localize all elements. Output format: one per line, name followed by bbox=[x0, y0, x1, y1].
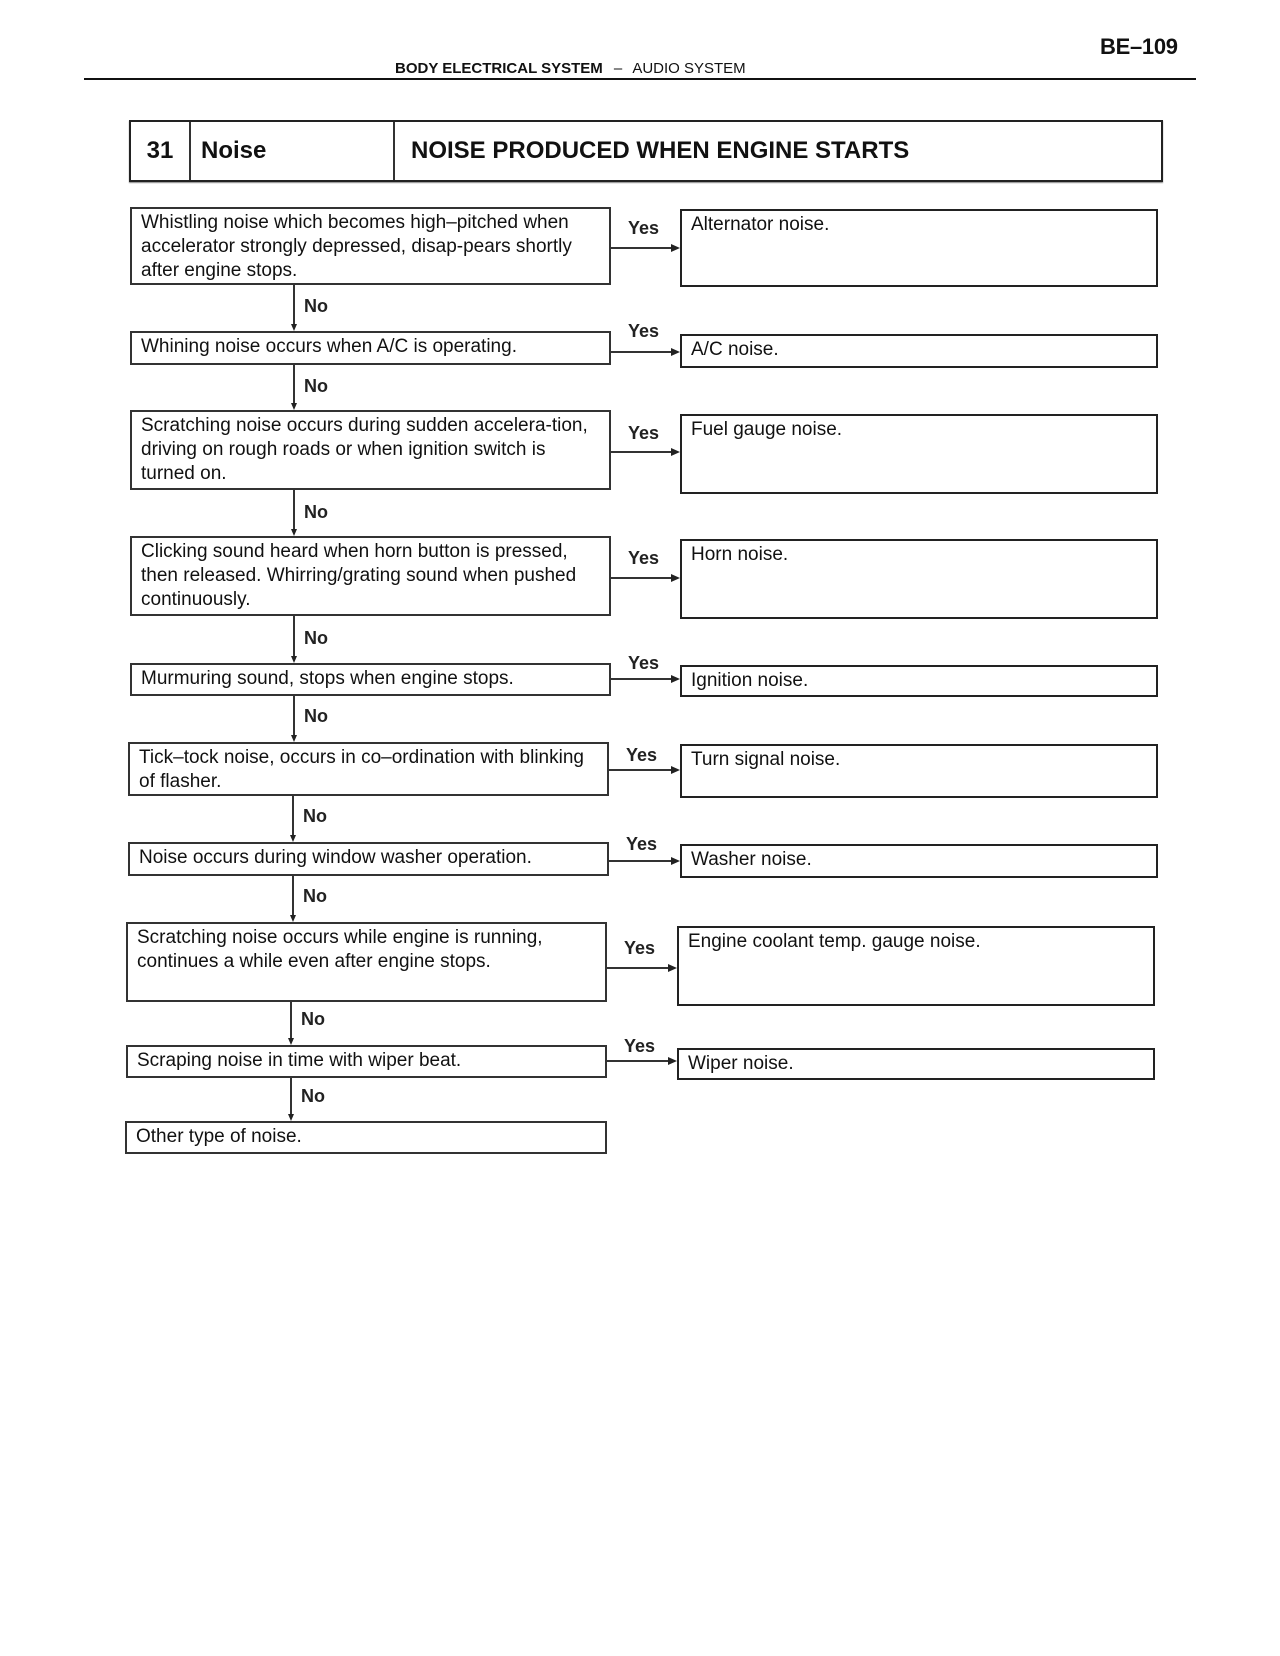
page-number: BE–109 bbox=[1100, 34, 1178, 59]
arrow-down-icon bbox=[291, 403, 297, 410]
result-box: Fuel gauge noise. bbox=[680, 414, 1158, 494]
no-connector-line bbox=[293, 490, 295, 530]
yes-connector-line bbox=[607, 967, 669, 969]
condition-box: Clicking sound heard when horn button is pressed, then released. Whirring/grating sound when pushed continuously. bbox=[130, 536, 611, 616]
result-box: Wiper noise. bbox=[677, 1048, 1155, 1080]
yes-connector-line bbox=[607, 1060, 669, 1062]
arrow-right-icon bbox=[671, 448, 680, 456]
yes-label: Yes bbox=[624, 1036, 656, 1056]
yes-connector-line bbox=[611, 451, 672, 453]
no-connector-line bbox=[290, 1002, 292, 1039]
arrow-down-icon bbox=[291, 529, 297, 536]
yes-label: Yes bbox=[628, 548, 660, 568]
yes-label: Yes bbox=[628, 321, 660, 341]
arrow-right-icon bbox=[668, 1057, 677, 1065]
yes-label: Yes bbox=[628, 423, 660, 443]
condition-box: Scraping noise in time with wiper beat. bbox=[126, 1045, 607, 1078]
subsection-title: AUDIO SYSTEM bbox=[632, 60, 746, 77]
yes-connector-line bbox=[609, 860, 672, 862]
yes-connector-line bbox=[609, 769, 672, 771]
no-label: No bbox=[304, 502, 328, 522]
problem-title: NOISE PRODUCED WHEN ENGINE STARTS bbox=[411, 137, 910, 164]
no-label: No bbox=[303, 886, 327, 906]
header-separator: – bbox=[613, 60, 623, 77]
no-connector-line bbox=[292, 796, 294, 836]
condition-box: Scratching noise occurs during sudden accelera-tion, driving on rough roads or when ignition switch is turned on. bbox=[130, 410, 611, 490]
problem-category: Noise bbox=[191, 122, 395, 180]
result-box: Engine coolant temp. gauge noise. bbox=[677, 926, 1155, 1006]
no-label: No bbox=[301, 1009, 325, 1029]
arrow-right-icon bbox=[671, 857, 680, 865]
result-box: Washer noise. bbox=[680, 844, 1158, 878]
condition-box: Tick–tock noise, occurs in co–ordination with blinking of flasher. bbox=[128, 742, 609, 796]
no-connector-line bbox=[290, 1078, 292, 1115]
no-connector-line bbox=[293, 285, 295, 325]
title-table bbox=[129, 120, 1163, 182]
condition-box: Whining noise occurs when A/C is operating. bbox=[130, 331, 611, 365]
arrow-down-icon bbox=[291, 735, 297, 742]
arrow-right-icon bbox=[671, 675, 680, 683]
result-box: Turn signal noise. bbox=[680, 744, 1158, 798]
arrow-right-icon bbox=[671, 348, 680, 356]
no-label: No bbox=[304, 706, 328, 726]
arrow-down-icon bbox=[291, 656, 297, 663]
yes-label: Yes bbox=[626, 745, 658, 765]
yes-label: Yes bbox=[626, 834, 658, 854]
arrow-down-icon bbox=[288, 1114, 294, 1121]
arrow-right-icon bbox=[671, 766, 680, 774]
result-box: Alternator noise. bbox=[680, 209, 1158, 287]
yes-label: Yes bbox=[628, 653, 660, 673]
arrow-down-icon bbox=[288, 1038, 294, 1045]
no-label: No bbox=[304, 296, 328, 316]
running-header bbox=[395, 60, 746, 77]
condition-box: Noise occurs during window washer operation. bbox=[128, 842, 609, 876]
arrow-down-icon bbox=[290, 835, 296, 842]
result-box: Ignition noise. bbox=[680, 665, 1158, 697]
yes-connector-line bbox=[611, 351, 672, 353]
arrow-right-icon bbox=[671, 574, 680, 582]
no-connector-line bbox=[293, 616, 295, 657]
header-rule bbox=[84, 78, 1196, 80]
yes-connector-line bbox=[611, 247, 672, 249]
no-label: No bbox=[304, 376, 328, 396]
arrow-right-icon bbox=[668, 964, 677, 972]
condition-box: Scratching noise occurs while engine is running, continues a while even after engine stops. bbox=[126, 922, 607, 1002]
condition-box: Whistling noise which becomes high–pitched when accelerator strongly depressed, disap-pears shortly after engine stops. bbox=[130, 207, 611, 285]
result-box: A/C noise. bbox=[680, 334, 1158, 368]
yes-connector-line bbox=[611, 577, 672, 579]
no-label: No bbox=[304, 628, 328, 648]
result-box: Horn noise. bbox=[680, 539, 1158, 619]
arrow-down-icon bbox=[290, 915, 296, 922]
section-title: BODY ELECTRICAL SYSTEM bbox=[395, 60, 603, 77]
problem-number: 31 bbox=[131, 122, 191, 180]
arrow-down-icon bbox=[291, 324, 297, 331]
yes-label: Yes bbox=[628, 218, 660, 238]
arrow-right-icon bbox=[671, 244, 680, 252]
condition-box: Murmuring sound, stops when engine stops. bbox=[130, 663, 611, 696]
no-label: No bbox=[301, 1086, 325, 1106]
no-label: No bbox=[303, 806, 327, 826]
yes-connector-line bbox=[611, 678, 672, 680]
no-connector-line bbox=[293, 365, 295, 404]
final-condition-box: Other type of noise. bbox=[125, 1121, 607, 1154]
yes-label: Yes bbox=[624, 938, 656, 958]
no-connector-line bbox=[292, 876, 294, 916]
no-connector-line bbox=[293, 696, 295, 736]
